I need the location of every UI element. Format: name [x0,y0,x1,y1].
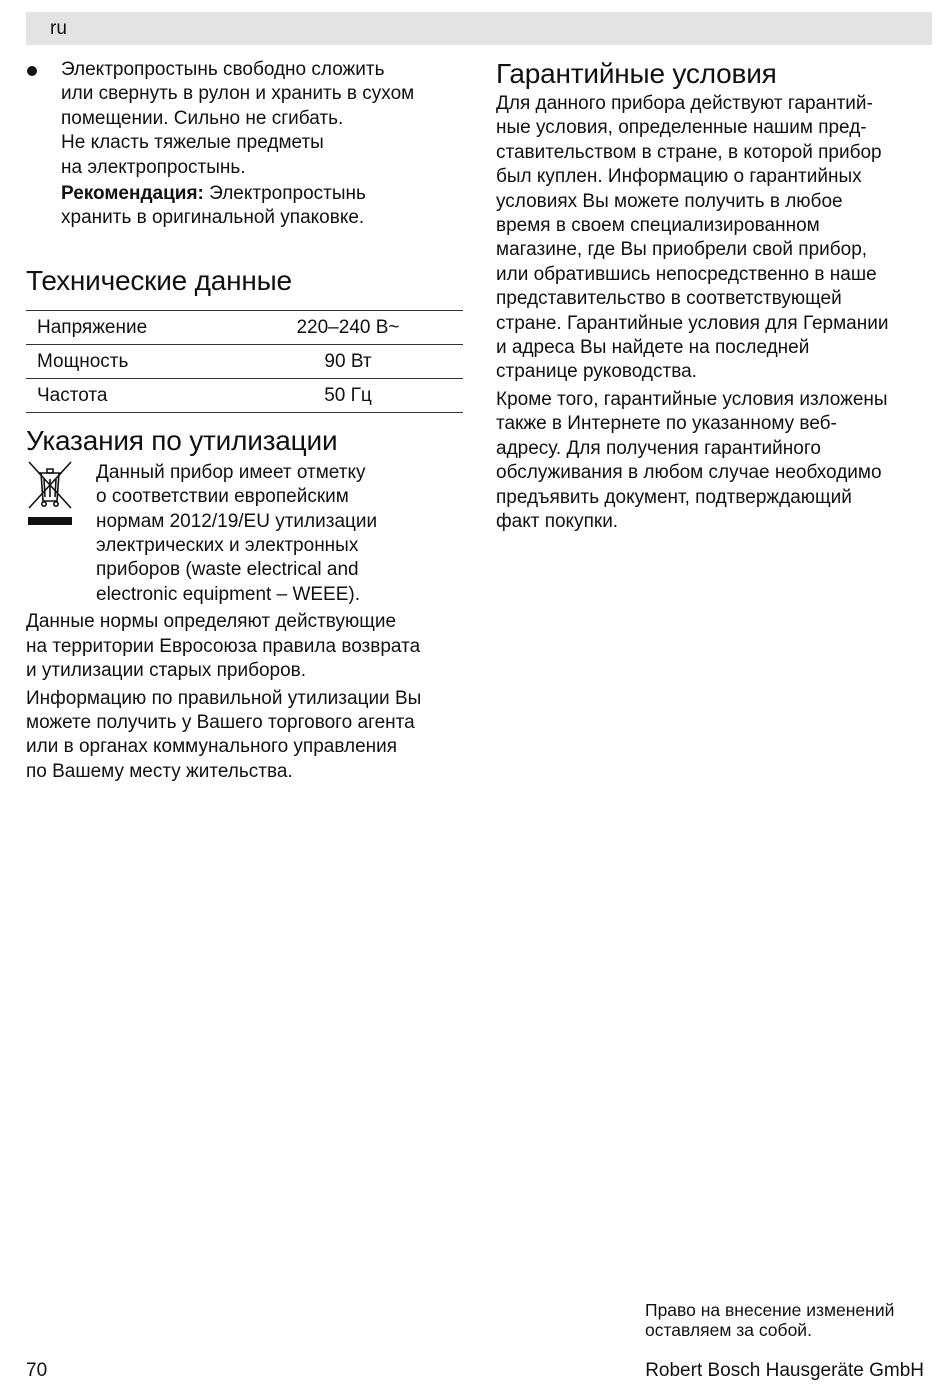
disposal-paragraph-2: Информацию по правильной утилизации Вы можете получить у Вашего торгового агента или в органах коммунального управления по Вашему месту жительства. [26,687,422,782]
spec-key: Напряжение [37,316,148,338]
weee-text: Данный прибор имеет отметку о соответствии европейским нормам 2012/19/EU утилизации электрических и электронных приборов (waste electrical and electronic equipment – WEEE). [96,461,378,605]
language-bar [26,12,932,45]
language-code: ru [50,18,67,39]
spec-table [26,310,463,413]
storage-recommendation: Рекомендация: Электропростынь хранить в оригинальной упаковке. [61,183,366,229]
warranty-heading: Гарантийные условия [496,58,777,89]
page-number: 70 [26,1360,48,1381]
change-notice: Право на внесение изменений оставляем за собой. [645,1300,895,1340]
storage-bullet [26,58,464,231]
warranty-paragraph-1: Для данного прибора действуют гарантий- ные условия, определенные нашим пред- ставительством в стране, в которой прибор был куплен. Информацию о гарантийных условиях Вы можете получить в любое время в своем специализированном магазине, где Вы приобрели свой прибор, или обратившись непосредственно в наше представительство в соответствующей стране. Гарантийные условия для Германии и адреса Вы найдете на последней странице руководства. [496,93,889,383]
storage-text: Электропростынь свободно сложить или свернуть в рулон и хранить в сухом помещении. Сильно не сгибать. Не класть тяжелые предметы на электропростынь. [61,59,415,178]
disposal-heading: Указания по утилизации [26,424,338,456]
table-row [26,345,463,379]
bullet-icon [27,66,37,76]
company-name: Robert Bosch Hausgeräte GmbH [645,1360,924,1381]
right-column [496,58,932,534]
table-row [26,311,463,345]
tech-data-heading: Технические данные [26,264,292,296]
disposal-paragraph-1: Данные нормы определяют действующие на территории Евросоюза правила возврата и утилизации старых приборов. [26,611,421,682]
crossed-bin-icon [26,459,74,531]
left-column [26,58,464,784]
warranty-paragraph-2: Кроме того, гарантийные условия изложены также в Интернете по указанному веб- адресу. Для получения гарантийного обслуживания в любом случае необходимо предъявить документ, подтверждающий факт покупки. [496,388,888,532]
spec-key: Мощность [37,350,129,372]
spec-value: 90 Вт [324,350,372,372]
spec-value: 50 Гц [324,384,372,406]
table-row [26,379,463,413]
spec-value: 220–240 В~ [296,316,400,338]
weee-block [26,461,464,607]
spec-key: Частота [37,384,108,406]
